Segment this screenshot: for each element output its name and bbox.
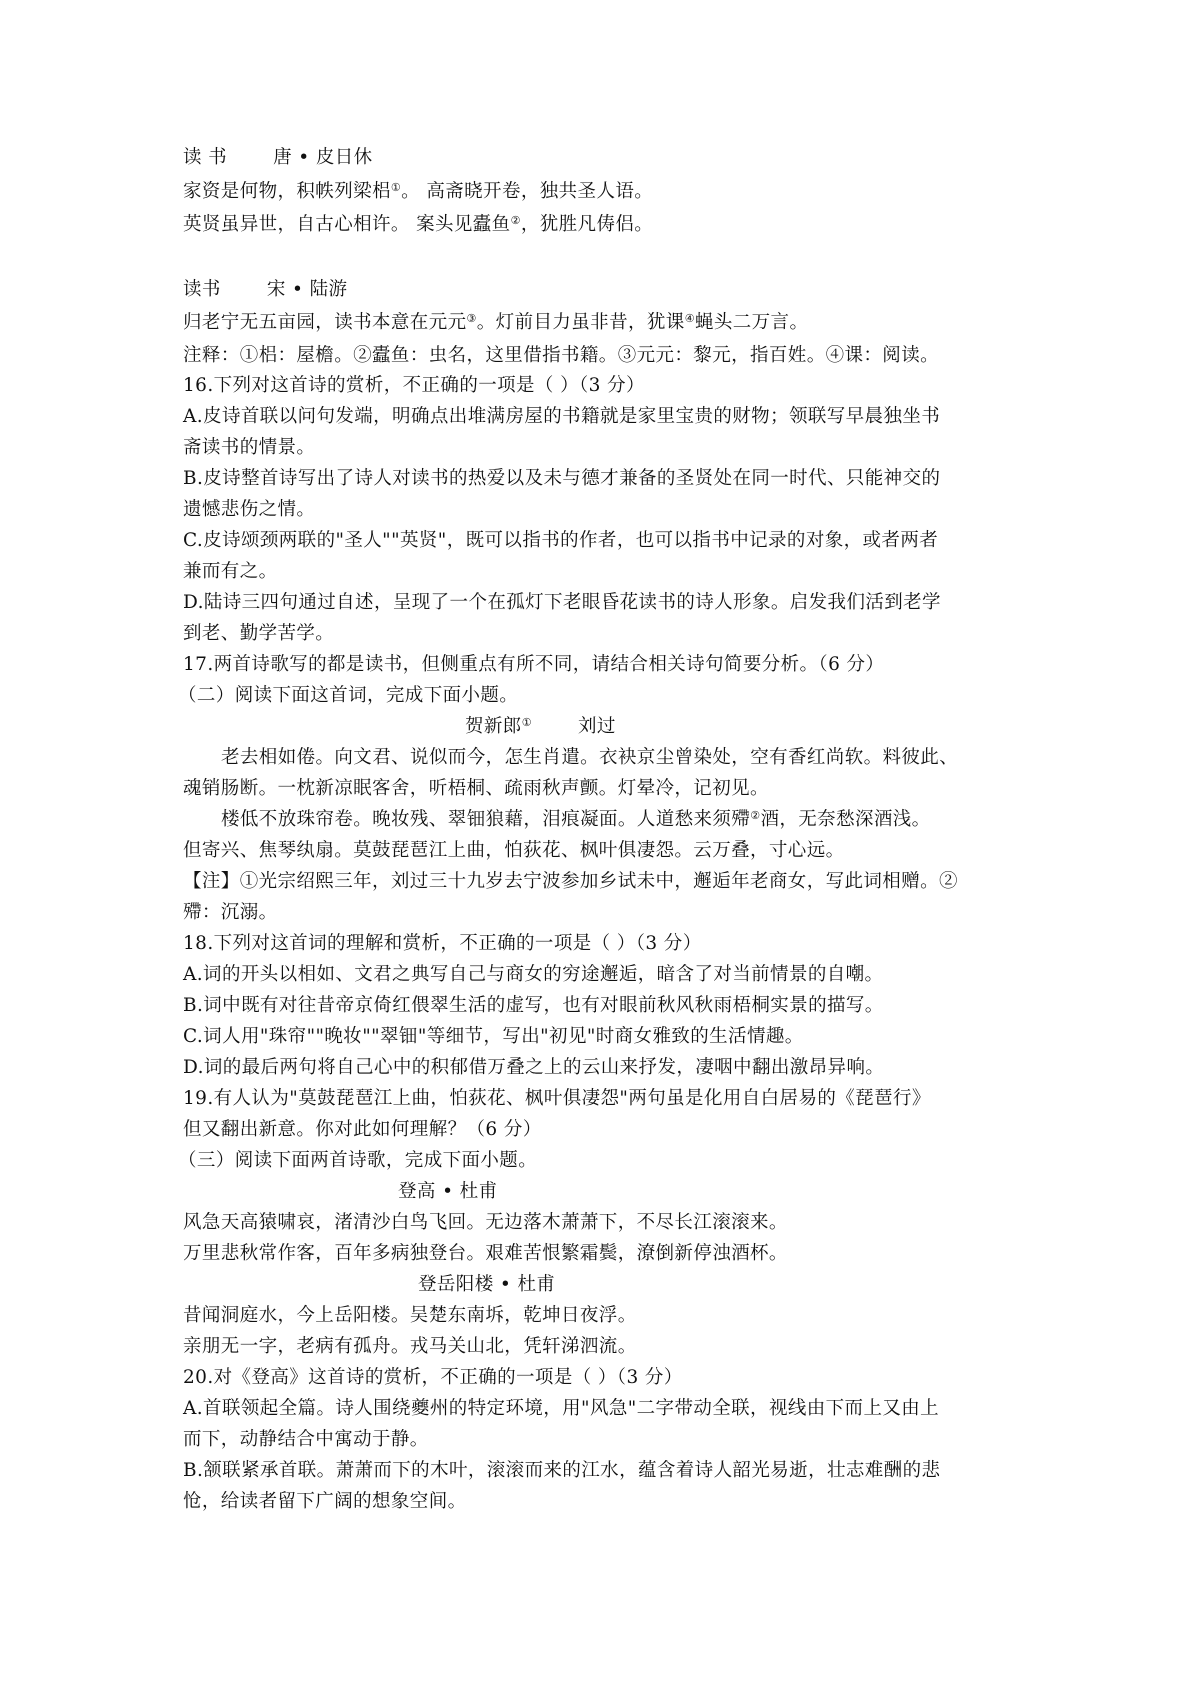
poem1-title: 读 书 xyxy=(183,147,228,168)
q16-option-a-line1: A.皮诗首联以问句发端，明确点出堆满房屋的书籍就是家里宝贵的财物；领联写早晨独坐书 xyxy=(183,406,941,427)
poem2-note: 注释：①梠：屋檐。②蠹鱼：虫名，这里借指书籍。③元元：黎元，指百姓。④课：阅读。 xyxy=(183,345,940,366)
poem1-heading xyxy=(183,146,1083,170)
q16-option-c-line1: C.皮诗颂颈两联的"圣人""英贤"，既可以指书的作者，也可以指书中记录的对象，或者两者 xyxy=(183,530,939,551)
ci-stanza2-line1: 楼低不放珠帘卷。晚妆残、翠钿狼藉，泪痕凝面。人道愁来须殢②酒，无奈愁深酒浅。 xyxy=(221,809,931,830)
section2-heading: （二）阅读下面这首词，完成下面小题。 xyxy=(178,685,519,706)
q16-option-c-line2: 兼而有之。 xyxy=(183,561,278,582)
poem2-heading xyxy=(183,278,1083,302)
q20-option-a-line2: 而下，动静结合中寓动于静。 xyxy=(183,1429,429,1450)
ci-note-line1: 【注】①光宗绍熙三年，刘过三十九岁去宁波参加乡试未中，邂逅年老商女，写此词相赠。② xyxy=(183,871,958,892)
footnote-mark: ① xyxy=(390,181,402,194)
poem1-line1: 家资是何物，积帙列梁梠①。 高斋晓开卷，独共圣人语。 xyxy=(183,181,654,202)
ci-heading xyxy=(465,715,765,739)
ci-stanza1-line2: 魂销肠断。一枕新凉眠客舍，听梧桐、疏雨秋声颤。灯晕冷，记初见。 xyxy=(183,778,769,799)
denggao-title: 登高 • 杜甫 xyxy=(398,1181,498,1202)
q20-option-a-line1: A.首联领起全篇。诗人围绕夔州的特定环境，用"风急"二字带动全联，视线由下而上又由上 xyxy=(183,1398,940,1419)
q16-option-d-line1: D.陆诗三四句通过自述，呈现了一个在孤灯下老眼昏花读书的诗人形象。启发我们活到老学 xyxy=(183,592,941,613)
q18-option-d: D.词的最后两句将自己心中的积郁借万叠之上的云山来抒发，凄咽中翻出激昂异响。 xyxy=(183,1057,885,1078)
poem2-title: 读书 xyxy=(183,279,221,300)
q18-option-a: A.词的开头以相如、文君之典写自己与商女的穷途邂逅，暗含了对当前情景的自嘲。 xyxy=(183,964,884,985)
q18-stem: 18.下列对这首词的理解和赏析，不正确的一项是（ ）（3 分） xyxy=(183,933,702,954)
q19-line2: 但又翻出新意。你对此如何理解？（6 分） xyxy=(183,1119,542,1140)
denggao-line1: 风急天高猿啸哀，渚清沙白鸟飞回。无边落木萧萧下，不尽长江滚滚来。 xyxy=(183,1212,788,1233)
ci-stanza2-line2: 但寄兴、焦琴纨扇。莫鼓琵琶江上曲，怕荻花、枫叶俱凄怨。云万叠，寸心远。 xyxy=(183,840,845,861)
q16-option-a-line2: 斋读书的情景。 xyxy=(183,437,316,458)
poem2-author: 宋 • 陆游 xyxy=(266,279,348,300)
footnote-mark: ② xyxy=(750,809,761,822)
ci-author: 刘过 xyxy=(577,716,616,737)
yueyang-line2: 亲朋无一字，老病有孤舟。戎马关山北，凭轩涕泗流。 xyxy=(183,1336,637,1357)
q18-option-c: C.词人用"珠帘""晚妆""翠钿"等细节，写出"初见"时商女雅致的生活情趣。 xyxy=(183,1026,804,1047)
footnote-mark: ① xyxy=(521,716,532,729)
ci-stanza1-line1: 老去相如倦。向文君、说似而今，怎生肖遣。衣袂京尘曾染处，空有香红尚软。料彼此、 xyxy=(221,747,959,768)
q16-option-b-line2: 遗憾悲伤之情。 xyxy=(183,499,316,520)
yueyang-line1: 昔闻洞庭水，今上岳阳楼。吴楚东南坼，乾坤日夜浮。 xyxy=(183,1305,637,1326)
q20-stem: 20.对《登高》这首诗的赏析，不正确的一项是（ ）（3 分） xyxy=(183,1367,683,1388)
denggao-line2: 万里悲秋常作客，百年多病独登台。艰难苦恨繁霜鬓，潦倒新停浊酒杯。 xyxy=(183,1243,788,1264)
ci-title: 贺新郎 xyxy=(465,716,522,737)
footnote-mark: ③ xyxy=(466,312,477,325)
q18-option-b: B.词中既有对往昔帝京倚红偎翠生活的虚写，也有对眼前秋风秋雨梧桐实景的描写。 xyxy=(183,995,884,1016)
q19-line1: 19.有人认为"莫鼓琵琶江上曲，怕荻花、枫叶俱凄怨"两句虽是化用自白居易的《琵琶行》 xyxy=(183,1088,931,1109)
q16-option-b-line1: B.皮诗整首诗写出了诗人对读书的热爱以及未与德才兼备的圣贤处在同一时代、只能神交的 xyxy=(183,468,941,489)
poem2-line1: 归老宁无五亩园，读书本意在元元③。灯前目力虽非昔，犹课④蝇头二万言。 xyxy=(183,312,809,333)
section3-heading: （三）阅读下面两首诗歌，完成下面小题。 xyxy=(178,1150,538,1171)
q20-option-b-line2: 怆，给读者留下广阔的想象空间。 xyxy=(183,1491,467,1512)
footnote-mark: ④ xyxy=(684,312,695,325)
yueyang-title: 登岳阳楼 • 杜甫 xyxy=(418,1274,556,1295)
poem1-author: 唐 • 皮日休 xyxy=(273,147,373,168)
q16-option-d-line2: 到老、勤学苦学。 xyxy=(183,623,335,644)
q16-stem: 16.下列对这首诗的赏析，不正确的一项是（ ）（3 分） xyxy=(183,375,645,396)
footnote-mark: ② xyxy=(510,214,521,227)
q20-option-b-line1: B.颔联紧承首联。萧萧而下的木叶，滚滚而来的江水，蕴含着诗人韶光易逝，壮志难酬的悲 xyxy=(183,1460,941,1481)
poem1-line2: 英贤虽异世，自古心相许。 案头见蠹鱼②，犹胜凡俦侣。 xyxy=(183,214,654,235)
ci-note-line2: 殢：沉溺。 xyxy=(183,902,278,923)
q17-stem: 17.两首诗歌写的都是读书，但侧重点有所不同，请结合相关诗句简要分析。（6 分） xyxy=(183,654,885,675)
